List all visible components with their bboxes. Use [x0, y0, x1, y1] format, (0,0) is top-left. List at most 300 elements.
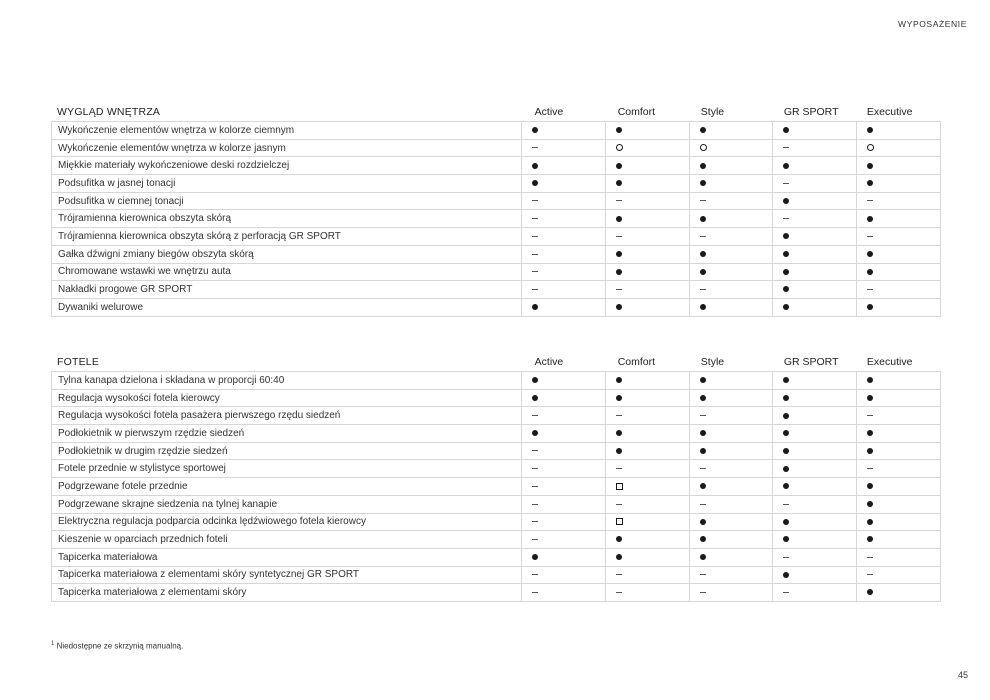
section-seats	[51, 352, 940, 602]
table-cell	[605, 228, 689, 246]
dash-icon	[700, 592, 706, 593]
table-cell	[605, 495, 689, 513]
open-square-icon	[616, 483, 623, 490]
dash-icon	[532, 200, 538, 201]
table-cell	[522, 263, 606, 281]
table-cell	[522, 372, 606, 390]
column-header-executive: Executive	[866, 355, 913, 368]
table-cell	[522, 192, 606, 210]
page-number: 45	[957, 670, 968, 680]
table-cell	[857, 245, 941, 263]
table-cell	[522, 157, 606, 175]
open-circle-icon	[616, 144, 623, 151]
filled-dot-icon	[532, 127, 538, 133]
table-cell	[605, 122, 689, 140]
column-header-active: Active	[534, 105, 564, 118]
filled-dot-icon	[700, 483, 706, 489]
filled-dot-icon	[700, 448, 706, 454]
filled-dot-icon	[532, 430, 538, 436]
table-cell	[857, 460, 941, 478]
table-cell	[689, 245, 773, 263]
column-header-active: Active	[534, 355, 564, 368]
dash-icon	[867, 200, 873, 201]
filled-dot-icon	[700, 395, 706, 401]
table-cell	[773, 263, 857, 281]
table-cell	[689, 566, 773, 584]
open-circle-icon	[700, 144, 707, 151]
table-row	[52, 425, 941, 443]
table-cell	[689, 442, 773, 460]
filled-dot-icon	[532, 377, 538, 383]
filled-dot-icon	[783, 269, 789, 275]
filled-dot-icon	[700, 519, 706, 525]
dash-icon	[532, 147, 538, 148]
table-cell	[605, 372, 689, 390]
section-header	[51, 352, 940, 371]
table-row	[52, 495, 941, 513]
table-cell	[857, 228, 941, 246]
table-cell	[605, 139, 689, 157]
table-row	[52, 389, 941, 407]
table-cell	[689, 513, 773, 531]
table-cell	[522, 245, 606, 263]
table-cell	[605, 425, 689, 443]
row-label: Nakładki progowe GR SPORT	[52, 281, 522, 299]
table-cell	[522, 389, 606, 407]
table-cell	[605, 192, 689, 210]
dash-icon	[867, 468, 873, 469]
row-label: Regulacja wysokości fotela kierowcy	[52, 389, 522, 407]
table-cell	[773, 175, 857, 193]
column-header-gr-sport: GR SPORT	[783, 355, 839, 368]
table-cell	[522, 584, 606, 602]
table-cell	[773, 566, 857, 584]
table-row	[52, 478, 941, 496]
dash-icon	[616, 504, 622, 505]
row-label: Fotele przednie w stylistyce sportowej	[52, 460, 522, 478]
filled-dot-icon	[616, 216, 622, 222]
table-cell	[857, 175, 941, 193]
dash-icon	[867, 415, 873, 416]
section-interior-appearance	[51, 102, 940, 317]
table-cell	[857, 263, 941, 281]
dash-icon	[867, 236, 873, 237]
table-cell	[605, 513, 689, 531]
table-cell	[857, 513, 941, 531]
table-cell	[605, 298, 689, 316]
filled-dot-icon	[783, 519, 789, 525]
table-cell	[689, 478, 773, 496]
table-cell	[605, 478, 689, 496]
dash-icon	[867, 557, 873, 558]
filled-dot-icon	[867, 483, 873, 489]
filled-dot-icon	[532, 554, 538, 560]
filled-dot-icon	[783, 572, 789, 578]
table-cell	[773, 548, 857, 566]
dash-icon	[532, 236, 538, 237]
filled-dot-icon	[867, 216, 873, 222]
dash-icon	[532, 486, 538, 487]
filled-dot-icon	[783, 198, 789, 204]
row-label: Regulacja wysokości fotela pasażera pierwszego rzędu siedzeń	[52, 407, 522, 425]
table-row	[52, 513, 941, 531]
table-cell	[773, 584, 857, 602]
column-header-executive: Executive	[866, 105, 913, 118]
table-cell	[605, 531, 689, 549]
dash-icon	[532, 289, 538, 290]
row-label: Podłokietnik w pierwszym rzędzie siedzeń	[52, 425, 522, 443]
filled-dot-icon	[783, 377, 789, 383]
dash-icon	[532, 254, 538, 255]
table-cell	[689, 228, 773, 246]
table-cell	[605, 245, 689, 263]
filled-dot-icon	[867, 127, 873, 133]
row-label: Podgrzewane fotele przednie	[52, 478, 522, 496]
filled-dot-icon	[867, 501, 873, 507]
dash-icon	[532, 271, 538, 272]
table-row	[52, 210, 941, 228]
filled-dot-icon	[783, 483, 789, 489]
dash-icon	[700, 468, 706, 469]
filled-dot-icon	[867, 180, 873, 186]
filled-dot-icon	[783, 413, 789, 419]
dash-icon	[783, 592, 789, 593]
row-label: Chromowane wstawki we wnętrzu auta	[52, 263, 522, 281]
filled-dot-icon	[616, 304, 622, 310]
filled-dot-icon	[616, 554, 622, 560]
dash-icon	[532, 504, 538, 505]
dash-icon	[783, 218, 789, 219]
footnote-text: Niedostępne ze skrzynią manualną.	[56, 641, 184, 651]
table-cell	[857, 139, 941, 157]
table-row	[52, 407, 941, 425]
table-cell	[605, 584, 689, 602]
table-cell	[522, 566, 606, 584]
table-row	[52, 157, 941, 175]
filled-dot-icon	[616, 395, 622, 401]
table-cell	[689, 139, 773, 157]
row-label: Tapicerka materiałowa	[52, 548, 522, 566]
filled-dot-icon	[867, 269, 873, 275]
filled-dot-icon	[616, 269, 622, 275]
row-label: Trójramienna kierownica obszyta skórą	[52, 210, 522, 228]
row-label: Gałka dźwigni zmiany biegów obszyta skórą	[52, 245, 522, 263]
table-cell	[689, 175, 773, 193]
table-cell	[773, 139, 857, 157]
dash-icon	[616, 468, 622, 469]
table-row	[52, 298, 941, 316]
column-header-gr-sport: GR SPORT	[783, 105, 839, 118]
row-label: Podsufitka w jasnej tonacji	[52, 175, 522, 193]
filled-dot-icon	[783, 286, 789, 292]
filled-dot-icon	[700, 127, 706, 133]
table-row	[52, 245, 941, 263]
filled-dot-icon	[867, 304, 873, 310]
table-cell	[689, 122, 773, 140]
table-cell	[689, 531, 773, 549]
table-cell	[522, 548, 606, 566]
row-label: Kieszenie w oparciach przednich foteli	[52, 531, 522, 549]
dash-icon	[532, 574, 538, 575]
filled-dot-icon	[700, 180, 706, 186]
row-label: Tapicerka materiałowa z elementami skóry syntetycznej GR SPORT	[52, 566, 522, 584]
dash-icon	[867, 289, 873, 290]
table-cell	[857, 425, 941, 443]
table-cell	[857, 298, 941, 316]
table-cell	[605, 548, 689, 566]
table-cell	[857, 531, 941, 549]
filled-dot-icon	[616, 536, 622, 542]
dash-icon	[700, 504, 706, 505]
filled-dot-icon	[700, 163, 706, 169]
table-cell	[773, 495, 857, 513]
table-cell	[522, 478, 606, 496]
footnote	[51, 641, 183, 651]
row-label: Dywaniki welurowe	[52, 298, 522, 316]
table-cell	[773, 372, 857, 390]
row-label: Trójramienna kierownica obszyta skórą z perforacją GR SPORT	[52, 228, 522, 246]
filled-dot-icon	[700, 216, 706, 222]
table-cell	[773, 513, 857, 531]
filled-dot-icon	[783, 466, 789, 472]
filled-dot-icon	[867, 519, 873, 525]
filled-dot-icon	[867, 395, 873, 401]
table-cell	[689, 157, 773, 175]
filled-dot-icon	[616, 163, 622, 169]
filled-dot-icon	[700, 269, 706, 275]
column-header-comfort: Comfort	[617, 355, 656, 368]
filled-dot-icon	[783, 127, 789, 133]
equipment-table-interior	[51, 121, 941, 317]
table-cell	[773, 407, 857, 425]
filled-dot-icon	[867, 589, 873, 595]
table-cell	[773, 298, 857, 316]
table-cell	[605, 157, 689, 175]
dash-icon	[616, 592, 622, 593]
dash-icon	[700, 236, 706, 237]
table-row	[52, 139, 941, 157]
row-label: Elektryczna regulacja podparcia odcinka lędźwiowego fotela kierowcy	[52, 513, 522, 531]
table-row	[52, 548, 941, 566]
table-cell	[857, 281, 941, 299]
filled-dot-icon	[700, 536, 706, 542]
filled-dot-icon	[783, 304, 789, 310]
column-header-style: Style	[700, 355, 725, 368]
table-cell	[689, 263, 773, 281]
row-label: Tylna kanapa dzielona i składana w proporcji 60:40	[52, 372, 522, 390]
filled-dot-icon	[867, 377, 873, 383]
table-row	[52, 442, 941, 460]
filled-dot-icon	[616, 127, 622, 133]
table-cell	[857, 122, 941, 140]
table-cell	[605, 566, 689, 584]
table-cell	[773, 245, 857, 263]
filled-dot-icon	[532, 180, 538, 186]
table-cell	[773, 122, 857, 140]
filled-dot-icon	[783, 448, 789, 454]
dash-icon	[867, 574, 873, 575]
open-square-icon	[616, 518, 623, 525]
table-cell	[857, 478, 941, 496]
table-cell	[773, 389, 857, 407]
page-header-label: WYPOSAŻENIE	[898, 19, 967, 29]
table-cell	[857, 548, 941, 566]
filled-dot-icon	[616, 180, 622, 186]
table-cell	[773, 192, 857, 210]
table-cell	[857, 566, 941, 584]
table-cell	[522, 139, 606, 157]
table-cell	[522, 122, 606, 140]
table-cell	[522, 228, 606, 246]
table-row	[52, 192, 941, 210]
filled-dot-icon	[867, 430, 873, 436]
dash-icon	[783, 183, 789, 184]
table-cell	[773, 442, 857, 460]
table-cell	[522, 531, 606, 549]
table-cell	[522, 460, 606, 478]
table-row	[52, 263, 941, 281]
table-cell	[857, 389, 941, 407]
open-circle-icon	[867, 144, 874, 151]
filled-dot-icon	[783, 163, 789, 169]
filled-dot-icon	[700, 251, 706, 257]
column-header-comfort: Comfort	[617, 105, 656, 118]
dash-icon	[532, 450, 538, 451]
section-header	[51, 102, 940, 121]
table-cell	[857, 157, 941, 175]
table-cell	[522, 407, 606, 425]
equipment-table-seats	[51, 371, 941, 602]
dash-icon	[532, 539, 538, 540]
table-cell	[773, 425, 857, 443]
table-cell	[605, 389, 689, 407]
table-cell	[605, 210, 689, 228]
table-cell	[773, 531, 857, 549]
filled-dot-icon	[532, 395, 538, 401]
table-cell	[522, 442, 606, 460]
table-cell	[522, 513, 606, 531]
filled-dot-icon	[616, 377, 622, 383]
table-cell	[522, 281, 606, 299]
filled-dot-icon	[532, 163, 538, 169]
dash-icon	[783, 504, 789, 505]
dash-icon	[616, 200, 622, 201]
section-title: FOTELE	[57, 355, 100, 368]
dash-icon	[700, 289, 706, 290]
table-cell	[689, 389, 773, 407]
row-label: Podgrzewane skrajne siedzenia na tylnej kanapie	[52, 495, 522, 513]
table-row	[52, 175, 941, 193]
filled-dot-icon	[700, 304, 706, 310]
table-cell	[857, 192, 941, 210]
table-cell	[689, 460, 773, 478]
table-cell	[857, 495, 941, 513]
dash-icon	[616, 574, 622, 575]
table-cell	[689, 372, 773, 390]
table-cell	[522, 175, 606, 193]
table-row	[52, 460, 941, 478]
row-label: Miękkie materiały wykończeniowe deski rozdzielczej	[52, 157, 522, 175]
table-cell	[605, 175, 689, 193]
filled-dot-icon	[532, 304, 538, 310]
section-title: WYGLĄD WNĘTRZA	[57, 105, 161, 118]
row-label: Wykończenie elementów wnętrza w kolorze ciemnym	[52, 122, 522, 140]
table-cell	[689, 407, 773, 425]
table-cell	[689, 584, 773, 602]
table-cell	[773, 228, 857, 246]
filled-dot-icon	[783, 430, 789, 436]
table-cell	[689, 210, 773, 228]
dash-icon	[616, 415, 622, 416]
table-cell	[773, 210, 857, 228]
dash-icon	[532, 521, 538, 522]
filled-dot-icon	[616, 251, 622, 257]
table-cell	[689, 298, 773, 316]
filled-dot-icon	[783, 536, 789, 542]
dash-icon	[532, 468, 538, 469]
dash-icon	[700, 415, 706, 416]
filled-dot-icon	[783, 395, 789, 401]
dash-icon	[783, 147, 789, 148]
row-label: Podłokietnik w drugim rzędzie siedzeń	[52, 442, 522, 460]
filled-dot-icon	[616, 430, 622, 436]
table-cell	[773, 281, 857, 299]
table-row	[52, 281, 941, 299]
dash-icon	[532, 415, 538, 416]
table-cell	[857, 407, 941, 425]
row-label: Podsufitka w ciemnej tonacji	[52, 192, 522, 210]
table-row	[52, 372, 941, 390]
table-cell	[605, 281, 689, 299]
table-cell	[857, 442, 941, 460]
dash-icon	[532, 592, 538, 593]
dash-icon	[783, 557, 789, 558]
dash-icon	[532, 218, 538, 219]
table-cell	[773, 478, 857, 496]
filled-dot-icon	[783, 251, 789, 257]
filled-dot-icon	[616, 448, 622, 454]
dash-icon	[616, 236, 622, 237]
table-row	[52, 531, 941, 549]
filled-dot-icon	[700, 554, 706, 560]
dash-icon	[616, 289, 622, 290]
table-cell	[522, 210, 606, 228]
table-cell	[689, 281, 773, 299]
table-row	[52, 122, 941, 140]
filled-dot-icon	[700, 377, 706, 383]
table-row	[52, 566, 941, 584]
dash-icon	[700, 200, 706, 201]
table-cell	[689, 548, 773, 566]
table-cell	[605, 460, 689, 478]
column-header-style: Style	[700, 105, 725, 118]
footnote-mark: 1	[51, 641, 55, 647]
filled-dot-icon	[867, 251, 873, 257]
filled-dot-icon	[783, 233, 789, 239]
table-row	[52, 584, 941, 602]
table-cell	[857, 210, 941, 228]
table-cell	[605, 263, 689, 281]
table-cell	[689, 192, 773, 210]
table-cell	[773, 157, 857, 175]
filled-dot-icon	[867, 536, 873, 542]
row-label: Wykończenie elementów wnętrza w kolorze jasnym	[52, 139, 522, 157]
dash-icon	[700, 574, 706, 575]
table-cell	[522, 425, 606, 443]
table-cell	[857, 584, 941, 602]
table-cell	[605, 442, 689, 460]
table-row	[52, 228, 941, 246]
